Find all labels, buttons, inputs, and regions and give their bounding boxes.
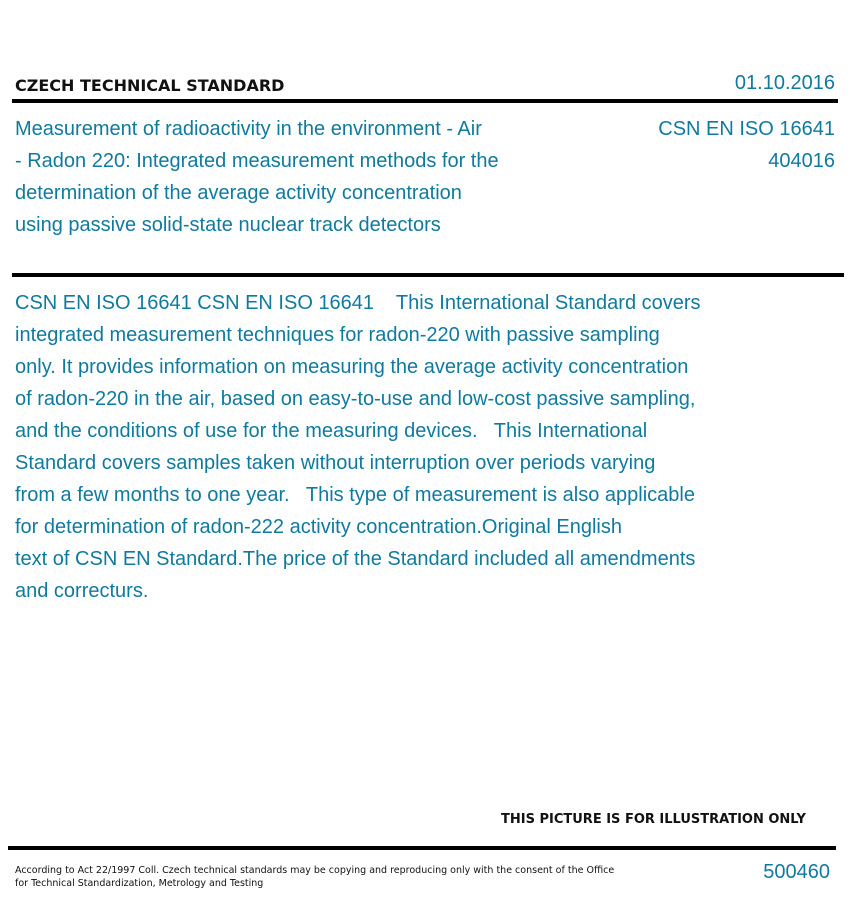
title-divider [12,273,844,277]
abstract-line: integrated measurement techniques for radon-220 with passive sampling [15,324,660,346]
document-title-line: determination of the average activity concentration [15,182,462,204]
abstract-text [15,287,775,607]
document-title [15,113,575,241]
abstract-line: for determination of radon-222 activity concentration.Original English [15,516,622,538]
legal-notice [15,864,615,890]
illustration-disclaimer: THIS PICTURE IS FOR ILLUSTRATION ONLY [501,812,806,827]
abstract-line: from a few months to one year. This type of measurement is also applicable [15,484,695,506]
footer-divider [8,846,836,850]
document-title-line: using passive solid-state nuclear track detectors [15,214,441,236]
publication-date: 01.10.2016 [734,72,835,94]
abstract-line: CSN EN ISO 16641 CSN EN ISO 16641 This International Standard covers [15,292,701,314]
legal-notice-line: for Technical Standardization, Metrology and Testing [15,878,264,889]
abstract-line: text of CSN EN Standard.The price of the Standard included all amendments [15,548,696,570]
legal-notice-line: According to Act 22/1997 Coll. Czech technical standards may be copying and reproducing only with the consent of the Office [15,865,615,876]
header-divider [12,99,838,103]
classification-code: 404016 [768,150,835,172]
document-title-line: Measurement of radioactivity in the environment - Air [15,118,482,140]
document-title-line: - Radon 220: Integrated measurement methods for the [15,150,499,172]
abstract-line: only. It provides information on measuring the average activity concentration [15,356,689,378]
standard-number: CSN EN ISO 16641 [658,118,835,140]
abstract-line: and correcturs. [15,580,149,602]
abstract-line: and the conditions of use for the measuring devices. This International [15,420,648,442]
standard-type-heading: CZECH TECHNICAL STANDARD [15,76,285,95]
catalog-code: 500460 [763,861,830,883]
document-codes [658,113,835,177]
abstract-line: Standard covers samples taken without interruption over periods varying [15,452,656,474]
abstract-line: of radon-220 in the air, based on easy-to-use and low-cost passive sampling, [15,388,696,410]
